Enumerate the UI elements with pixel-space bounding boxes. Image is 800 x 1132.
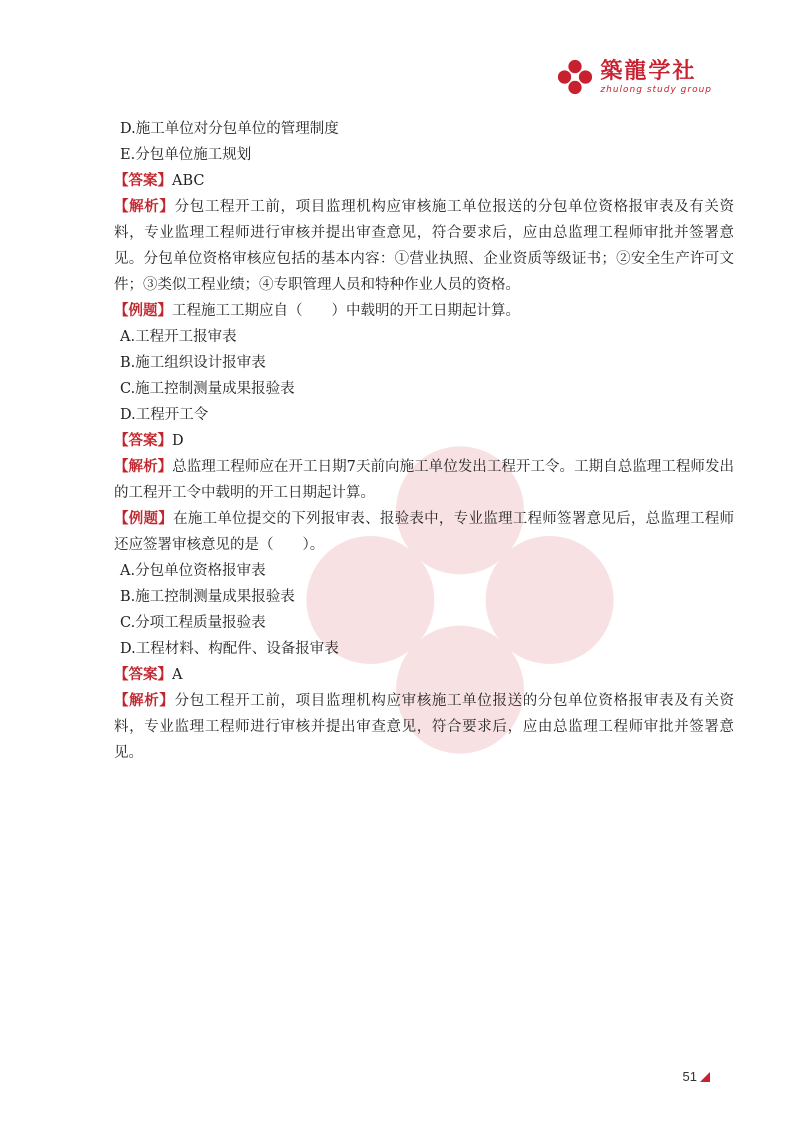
answer-line [114,168,734,194]
page-number-text: 51 [682,1069,697,1084]
analysis-paragraph [114,688,734,766]
question-text: 工程施工工期应自（ ）中载明的开工日期起计算。 [172,303,520,319]
answer-tag: 【答案】 [114,173,172,189]
option-b: B.施工控制测量成果报验表 [120,589,295,605]
analysis-tag: 【解析】 [114,199,175,215]
option-e: E.分包单位施工规划 [120,147,252,163]
flower-logo-icon [556,58,594,96]
question-paragraph [114,298,734,324]
option-b: B.施工组织设计报审表 [120,355,266,371]
analysis-paragraph [114,194,734,298]
analysis-text: 分包工程开工前，项目监理机构应审核施工单位报送的分包单位资格报审表及有关资料，专业监理工程师进行审核并提出审查意见，符合要求后，应由总监理工程师审批并签署意见。 [114,693,735,761]
answer-tag: 【答案】 [114,667,172,683]
option-d: D.工程材料、构配件、设备报审表 [120,641,339,657]
option-d: D.工程开工令 [120,407,209,423]
question-tag: 【例题】 [114,303,172,319]
analysis-tag: 【解析】 [114,459,173,475]
triangle-marker-icon [700,1072,710,1082]
answer-value: A [172,667,183,683]
analysis-text: 总监理工程师应在开工日期7天前向施工单位发出工程开工令。工期自总监理工程师发出的工程开工令中载明的开工日期起计算。 [114,459,734,501]
analysis-text: 分包工程开工前，项目监理机构应审核施工单位报送的分包单位资格报审表及有关资料，专业监理工程师进行审核并提出审查意见，符合要求后，应由总监理工程师审批并签署意见。分包单位资格审核应包括的基本内容：①营业执照、企业资质等级证书；②安全生产许可文件；③类似工程业绩；④专职管理人员和特种作业人员的资格。 [114,199,735,293]
brand-logo [556,58,712,96]
option-c: C.分项工程质量报验表 [120,615,266,631]
logo-english-text: zhulong study group [600,84,712,95]
option-d: D.施工单位对分包单位的管理制度 [120,121,339,137]
logo-chinese-text: 築龍学社 [600,58,697,84]
page-content [114,116,734,766]
answer-value: ABC [172,173,205,189]
analysis-tag: 【解析】 [114,693,175,709]
option-a: A.分包单位资格报审表 [120,563,266,579]
answer-value: D [172,433,184,449]
question-tag: 【例题】 [114,511,174,527]
question-text: 在施工单位提交的下列报审表、报验表中，专业监理工程师签署意见后，总监理工程师还应签署审核意见的是（ ）。 [114,511,735,553]
question-paragraph [114,506,734,558]
option-c: C.施工控制测量成果报验表 [120,381,295,397]
answer-line [114,662,734,688]
option-a: A.工程开工报审表 [120,329,237,345]
page-number [683,1069,710,1084]
answer-line [114,428,734,454]
analysis-paragraph [114,454,734,506]
answer-tag: 【答案】 [114,433,172,449]
